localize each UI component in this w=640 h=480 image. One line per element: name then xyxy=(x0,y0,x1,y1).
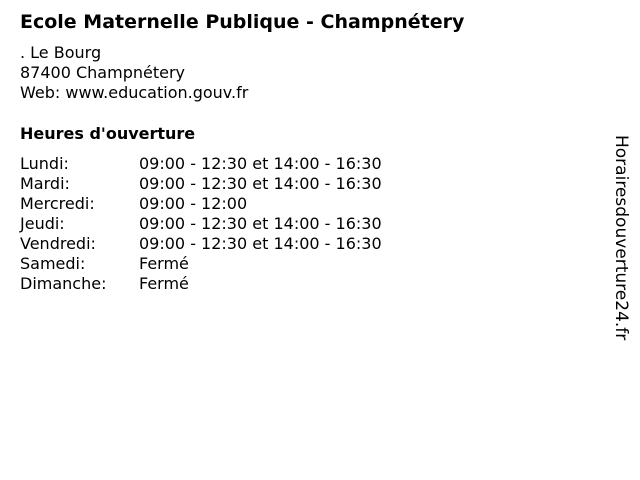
hours-time: Fermé xyxy=(139,274,189,293)
hours-day: Mercredi: xyxy=(20,194,95,213)
hours-day: Dimanche: xyxy=(20,274,107,293)
hours-time: 09:00 - 12:00 xyxy=(139,194,248,213)
hours-heading: Heures d'ouverture xyxy=(20,124,196,143)
hours-row xyxy=(20,214,382,234)
hours-day: Lundi: xyxy=(20,154,69,173)
hours-time: Fermé xyxy=(139,254,189,273)
hours-row xyxy=(20,154,382,174)
hours-row xyxy=(20,194,382,214)
hours-day: Mardi: xyxy=(20,174,70,193)
hours-day: Vendredi: xyxy=(20,234,96,253)
hours-table xyxy=(20,154,382,294)
hours-time: 09:00 - 12:30 et 14:00 - 16:30 xyxy=(139,214,382,233)
address-block xyxy=(20,43,248,103)
website-link[interactable]: Web: www.education.gouv.fr xyxy=(20,83,249,102)
hours-time: 09:00 - 12:30 et 14:00 - 16:30 xyxy=(139,154,382,173)
hours-row xyxy=(20,174,382,194)
address-city: 87400 Champnétery xyxy=(20,63,185,82)
hours-row xyxy=(20,274,382,294)
hours-day: Jeudi: xyxy=(20,214,65,233)
brand-watermark: Horairesdouverture24.fr xyxy=(611,135,631,341)
hours-row xyxy=(20,234,382,254)
hours-row xyxy=(20,254,382,274)
hours-time: 09:00 - 12:30 et 14:00 - 16:30 xyxy=(139,174,382,193)
hours-day: Samedi: xyxy=(20,254,86,273)
hours-time: 09:00 - 12:30 et 14:00 - 16:30 xyxy=(139,234,382,253)
address-street: . Le Bourg xyxy=(20,43,102,62)
page-title: Ecole Maternelle Publique - Champnétery xyxy=(20,11,465,33)
